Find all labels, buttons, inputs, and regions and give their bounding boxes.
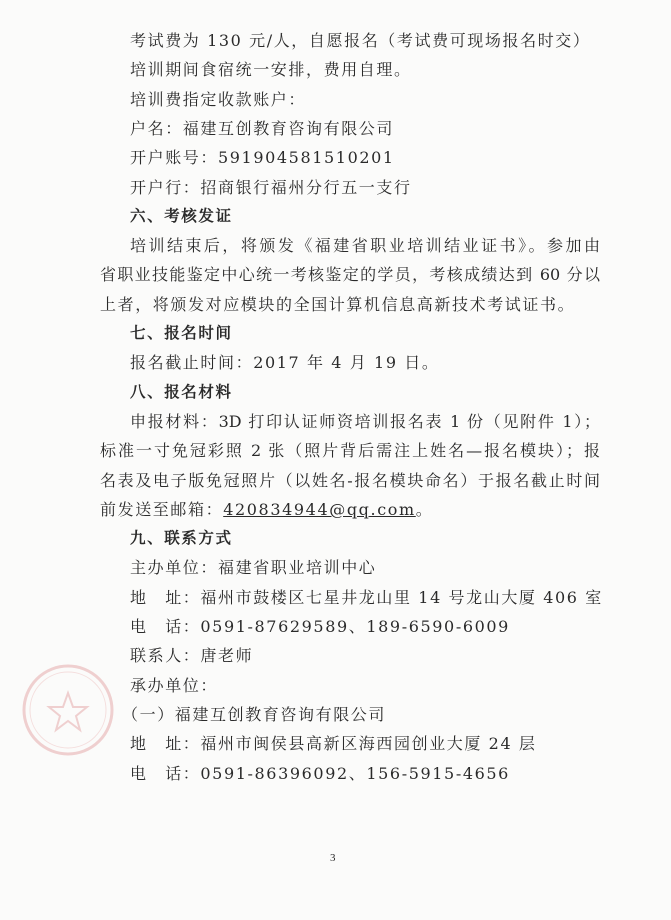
text-line bbox=[100, 85, 600, 114]
line-text: 六、考核发证 bbox=[130, 206, 233, 225]
text-line bbox=[100, 173, 600, 202]
email-link[interactable]: 420834944@qq.com bbox=[223, 499, 416, 519]
line-text: 报名截止时间：2017 年 4 月 19 日。 bbox=[130, 353, 440, 373]
line-text: 省职业技能鉴定中心统一考核鉴定的学员，考核成绩达到 60 分以 bbox=[100, 265, 600, 285]
line-text: 地 址：福州市鼓楼区七星井龙山里 14 号龙山大厦 406 室 bbox=[130, 587, 603, 607]
text-line bbox=[100, 436, 600, 465]
text-line bbox=[100, 553, 600, 582]
section-heading bbox=[100, 524, 600, 553]
text-line bbox=[100, 348, 600, 377]
line-text: 电 话：0591-86396092、156-5915-4656 bbox=[130, 763, 510, 783]
line-text: 联系人：唐老师 bbox=[130, 646, 254, 666]
text-line bbox=[100, 700, 592, 729]
text-line bbox=[100, 612, 600, 641]
text-line bbox=[100, 26, 600, 55]
line-text: 开户账号：591904581510201 bbox=[130, 148, 395, 168]
text-line bbox=[100, 495, 600, 524]
line-text: 地 址：福州市闽侯县高新区海西园创业大厦 24 层 bbox=[130, 734, 537, 754]
line-text: 考试费为 130 元/人，自愿报名（考试费可现场报名时交） bbox=[130, 31, 591, 50]
text-line bbox=[100, 729, 600, 758]
line-text: 上者，将颁发对应模块的全国计算机信息高新技术考试证书。 bbox=[100, 294, 576, 314]
line-text: 培训费指定收款账户： bbox=[130, 89, 307, 109]
text-line bbox=[100, 759, 600, 788]
line-text: （一）福建互创教育咨询有限公司 bbox=[122, 704, 387, 724]
text-line bbox=[100, 290, 600, 319]
text-line bbox=[100, 671, 600, 700]
text-line bbox=[100, 466, 600, 495]
line-text: 开户行：招商银行福州分行五一支行 bbox=[130, 177, 412, 197]
text-line bbox=[100, 407, 600, 436]
line-text: 培训期间食宿统一安排，费用自理。 bbox=[130, 60, 412, 80]
line-text: 前发送至邮箱： bbox=[100, 499, 224, 519]
section-heading bbox=[100, 202, 600, 231]
line-text: 七、报名时间 bbox=[130, 324, 233, 342]
text-line bbox=[100, 231, 600, 260]
line-text: 主办单位：福建省职业培训中心 bbox=[130, 558, 377, 578]
text-line bbox=[100, 641, 600, 670]
section-heading bbox=[100, 378, 600, 407]
text-line bbox=[100, 114, 600, 143]
red-seal-stamp bbox=[18, 655, 118, 765]
section-heading bbox=[100, 319, 600, 348]
line-text: 申报材料：3D 打印认证师资培训报名表 1 份（见附件 1）； bbox=[130, 411, 600, 431]
line-text: 户名：福建互创教育咨询有限公司 bbox=[130, 118, 395, 138]
punctuation: 。 bbox=[415, 499, 434, 519]
page-number: 3 bbox=[330, 852, 336, 864]
line-text: 八、报名材料 bbox=[130, 382, 233, 401]
line-text: 标准一寸免冠彩照 2 张（照片背后需注上姓名—报名模块）；报 bbox=[100, 441, 600, 461]
line-text: 九、联系方式 bbox=[130, 529, 233, 548]
text-line bbox=[100, 583, 603, 612]
line-text: 电 话：0591-87629589、189-6590-6009 bbox=[130, 617, 510, 636]
text-line bbox=[100, 55, 600, 84]
line-text: 承办单位： bbox=[130, 675, 219, 695]
text-line bbox=[100, 143, 600, 172]
text-line bbox=[100, 260, 600, 289]
line-text: 名表及电子版免冠照片（以姓名-报名模块命名）于报名截止时间 bbox=[100, 470, 600, 490]
line-text: 培训结束后，将颁发《福建省职业培训结业证书》。参加由 bbox=[130, 236, 600, 256]
